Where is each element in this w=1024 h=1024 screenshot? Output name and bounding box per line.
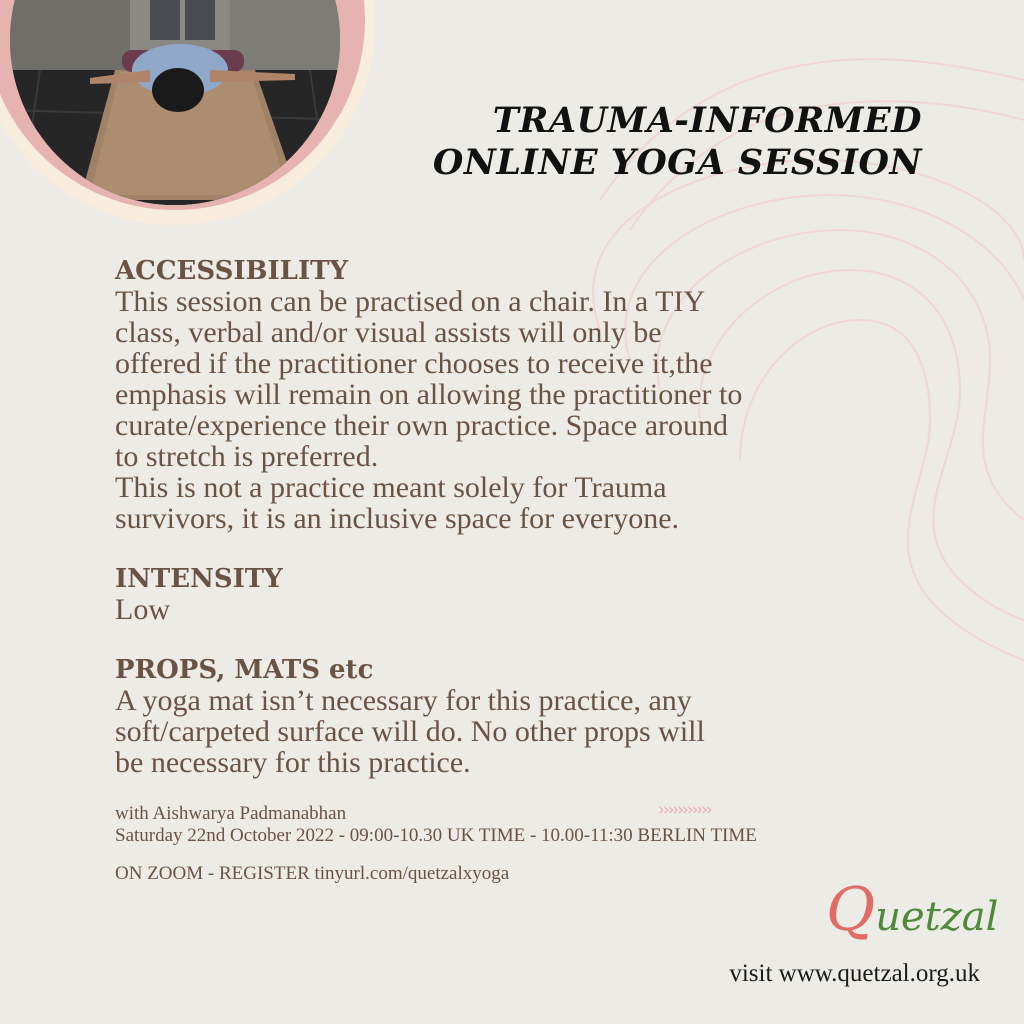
accessibility-line: curate/experience their own practice. Space around [115, 409, 729, 442]
accessibility-line: offered if the practitioner chooses to receive it,the [115, 347, 713, 380]
main-content [115, 256, 975, 778]
title-line-1: TRAUMA-INFORMED [492, 100, 922, 141]
accessibility-line: class, verbal and/or visual assists will only be [115, 316, 662, 349]
props-line: A yoga mat isn’t necessary for this practice, any [115, 684, 692, 717]
register-link[interactable]: ON ZOOM - REGISTER tinyurl.com/quetzalxyoga [115, 863, 510, 884]
page-title [402, 100, 922, 184]
intensity-value: Low [115, 593, 170, 626]
spacer [115, 625, 975, 655]
props-line: be necessary for this practice. [115, 746, 471, 779]
accessibility-line: emphasis will remain on allowing the practitioner to [115, 378, 743, 411]
props-line: soft/carpeted surface will do. No other props will [115, 715, 705, 748]
spacer [115, 534, 975, 564]
event-details [115, 803, 975, 847]
accessibility-line: to stretch is preferred. [115, 440, 379, 473]
accessibility-line: This is not a practice meant solely for Trauma [115, 471, 667, 504]
instructor-line: with Aishwarya Padmanabhan [115, 803, 347, 824]
logo-q: Q [826, 875, 876, 945]
accessibility-line: survivors, it is an inclusive space for everyone. [115, 502, 680, 535]
props-heading: PROPS, MATS etc [115, 655, 374, 685]
accessibility-line: This session can be practised on a chair. In a TIY [115, 285, 706, 318]
accessibility-heading: ACCESSIBILITY [115, 256, 349, 286]
website-link[interactable]: visit www.quetzal.org.uk [729, 960, 980, 987]
yoga-photo [0, 0, 460, 230]
schedule-line: Saturday 22nd October 2022 - 09:00-10.30 UK TIME - 10.00-11:30 BERLIN TIME [115, 825, 757, 846]
logo-rest: uetzal [875, 894, 999, 940]
decorative-arrows: ››››››››››› [658, 800, 711, 820]
intensity-heading: INTENSITY [115, 564, 283, 594]
title-line-2: ONLINE YOGA SESSION [432, 142, 922, 183]
quetzal-logo [826, 875, 999, 945]
